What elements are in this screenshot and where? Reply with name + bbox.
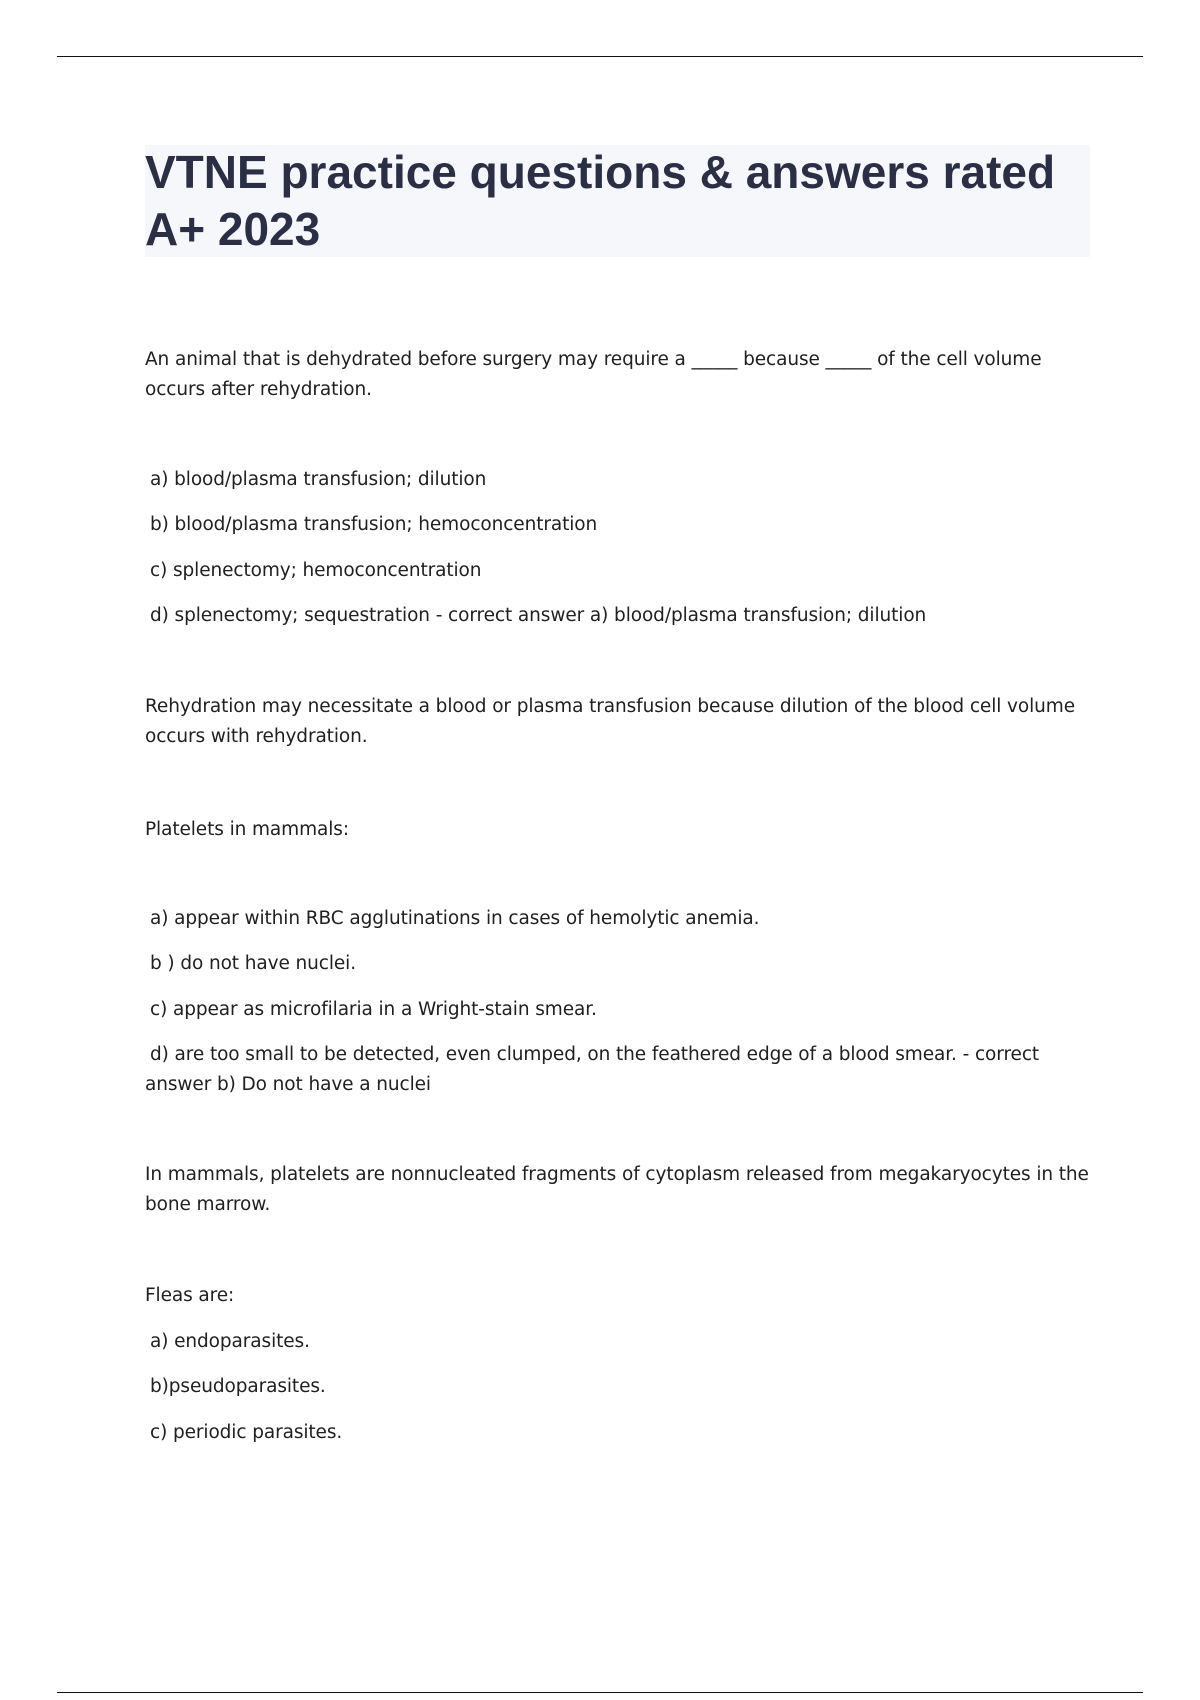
- question-2-option-d: d) are too small to be detected, even clumped, on the feathered edge of a blood smear. - correct answer b) Do not have a nuclei: [145, 1044, 1040, 1095]
- question-2-text: Platelets in mammals:: [145, 819, 349, 840]
- bottom-rule: [57, 1692, 1143, 1693]
- top-rule: [57, 56, 1143, 57]
- question-1-option-c: c) splenectomy; hemoconcentration: [150, 560, 482, 581]
- question-1-text: An animal that is dehydrated before surgery may require a _____ because _____ of the cell volume occurs after rehydration.: [145, 349, 1042, 400]
- question-3-option-a: a) endoparasites.: [150, 1331, 310, 1352]
- question-1-explanation: Rehydration may necessitate a blood or plasma transfusion because dilution of the blood cell volume occurs with rehydration.: [145, 696, 1075, 747]
- question-1-option-a: a) blood/plasma transfusion; dilution: [150, 469, 487, 490]
- question-2-option-c: c) appear as microfilaria in a Wright-stain smear.: [150, 999, 597, 1020]
- question-3-option-b: b)pseudoparasites.: [150, 1376, 326, 1397]
- question-2-option-b: b ) do not have nuclei.: [150, 953, 356, 974]
- question-1-option-d: d) splenectomy; sequestration - correct answer a) blood/plasma transfusion; dilution: [150, 605, 927, 626]
- document-title: VTNE practice questions & answers rated A+ 2023: [145, 146, 1056, 255]
- question-2-explanation: In mammals, platelets are nonnucleated fragments of cytoplasm released from megakaryocytes in the bone marrow.: [145, 1164, 1089, 1215]
- question-3-text: Fleas are:: [145, 1285, 235, 1306]
- question-2-option-a: a) appear within RBC agglutinations in cases of hemolytic anemia.: [150, 908, 760, 929]
- question-3-option-c: c) periodic parasites.: [150, 1422, 343, 1443]
- question-1-option-b: b) blood/plasma transfusion; hemoconcentration: [150, 514, 598, 535]
